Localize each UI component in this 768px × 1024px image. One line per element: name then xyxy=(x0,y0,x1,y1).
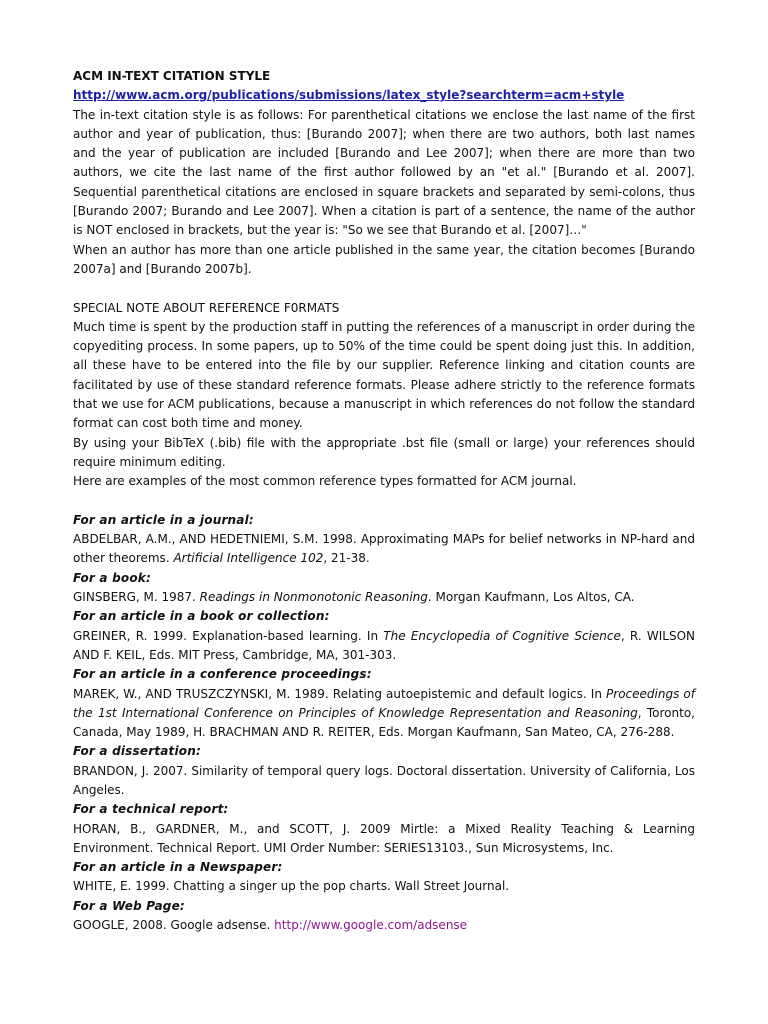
journal-heading: For an article in a journal: xyxy=(73,512,254,527)
journal-reference: ABDELBAR, A.M., AND HEDETNIEMI, S.M. 1998. Approximating MAPs for belief networks in NP-hard and other theorems. Artificial Intelligence 102, 21-38. xyxy=(73,532,695,566)
dissertation-reference: BRANDON, J. 2007. Similarity of temporal query logs. Doctoral dissertation. University of California, Los Angeles. xyxy=(73,763,695,797)
webpage-heading: For a Web Page: xyxy=(73,898,185,913)
newspaper-heading: For an article in a Newspaper: xyxy=(73,860,283,875)
conference-reference: MAREK, W., AND TRUSZCZYNSKI, M. 1989. Relating autoepistemic and default logics. In Proceedings of the 1st International Conference on Principles of Knowledge Representation and Reasoning, Toronto, Canada, May 1989, H. BRACHMAN AND R. REITER, Eds. Morgan Kaufmann, San Mateo, CA, 276-288. xyxy=(73,686,695,740)
book-heading: For a book: xyxy=(73,570,151,585)
techreport-reference: HORAN, B., GARDNER, M., and SCOTT, J. 2009 Mirtle: a Mixed Reality Teaching & Learning Environment. Technical Report. UMI Order Number: SERIES13103., Sun Microsystems, Inc. xyxy=(73,821,695,855)
bibtex-paragraph: By using your BibTeX (.bib) file with the appropriate .bst file (small or large) your references should require minimum editing. xyxy=(73,435,695,469)
google-adsense-link[interactable]: http://www.google.com/adsense xyxy=(274,918,468,933)
acm-style-link-line xyxy=(73,86,695,105)
examples-intro-paragraph: Here are examples of the most common reference types formatted for ACM journal. xyxy=(73,474,577,489)
webpage-reference: GOOGLE, 2008. Google adsense. http://www.google.com/adsense xyxy=(73,918,468,933)
collection-title: The Encyclopedia of Cognitive Science xyxy=(383,628,621,643)
production-staff-paragraph: Much time is spent by the production staff in putting the references of a manuscript in order during the copyediting process. In some papers, up to 50% of the time could be spent doing just this. In addition, all these have to be entered into the file by our supplier. Reference linking and citation counts are facilitated by use of these standard reference formats. Please adhere strictly to the reference formats that we use for ACM publications, because a manuscript in which references do not follow the standard format can cost both time and money. xyxy=(73,319,695,431)
acm-style-link[interactable]: http://www.acm.org/publications/submissions/latex_style?searchterm=acm+style xyxy=(73,88,625,103)
same-year-paragraph: When an author has more than one article published in the same year, the citation becomes [Burando 2007a] and [Burando 2007b]. xyxy=(73,242,695,276)
reference-formats-title: SPECIAL NOTE ABOUT REFERENCE F0RMATS xyxy=(73,300,340,315)
conference-title: Proceedings of the 1st International Conference on Principles of Knowledge Representation and Reasoning xyxy=(73,686,695,720)
collection-reference: GREINER, R. 1999. Explanation-based learning. In The Encyclopedia of Cognitive Science, R. WILSON AND F. KEIL, Eds. MIT Press, Cambridge, MA, 301-303. xyxy=(73,628,695,662)
spacer xyxy=(73,492,695,511)
conference-heading: For an article in a conference proceedings: xyxy=(73,667,372,682)
collection-heading: For an article in a book or collection: xyxy=(73,609,330,624)
citation-style-title: ACM IN-TEXT CITATION STYLE xyxy=(73,69,271,83)
journal-title: Artificial Intelligence 102 xyxy=(173,551,324,566)
newspaper-reference: WHITE, E. 1999. Chatting a singer up the pop charts. Wall Street Journal. xyxy=(73,879,510,894)
book-reference: GINSBERG, M. 1987. Readings in Nonmonotonic Reasoning. Morgan Kaufmann, Los Altos, CA. xyxy=(73,590,635,605)
dissertation-heading: For a dissertation: xyxy=(73,744,201,759)
spacer xyxy=(73,279,695,298)
citation-style-paragraph: The in-text citation style is as follows: For parenthetical citations we enclose the last name of the first author and year of publication, thus: [Burando 2007]; when there are two authors, both last names and the year of publication are included [Burando and Lee 2007]; when there are more than two authors, we cite the last name of the first author followed by an "et al." [Burando et al. 2007]. Sequential parenthetical citations are enclosed in square brackets and separated by semi-colons, thus [Burando 2007; Burando and Lee 2007]. When a citation is part of a sentence, the name of the author is NOT enclosed in brackets, but the year is: "So we see that Burando et al. [2007]…" xyxy=(73,107,695,238)
book-title: Readings in Nonmonotonic Reasoning xyxy=(199,590,428,605)
techreport-heading: For a technical report: xyxy=(73,802,229,817)
